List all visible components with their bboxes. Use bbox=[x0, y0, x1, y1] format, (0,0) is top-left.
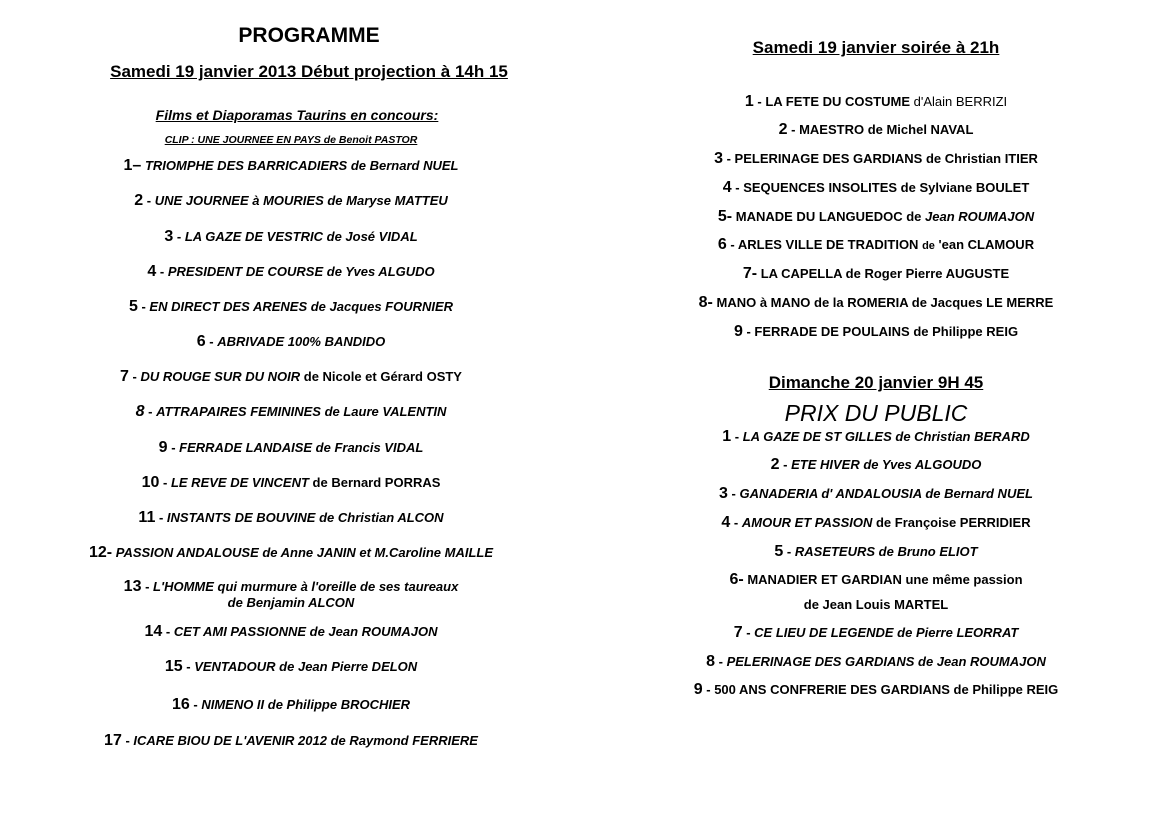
list-item: 4 - PRESIDENT DE COURSE de Yves ALGUDO bbox=[147, 263, 435, 280]
clip-line: CLIP : UNE JOURNEE EN PAYS de Benoit PASTOR bbox=[164, 134, 418, 146]
list-item: 14 - CET AMI PASSIONNE de Jean ROUMAJON bbox=[144, 623, 438, 640]
list-item: 17 - ICARE BIOU DE L'AVENIR 2012 de Raymond FERRIERE bbox=[104, 732, 478, 749]
list-item: 9 - FERRADE LANDAISE de Francis VIDAL bbox=[158, 439, 424, 456]
list-item: 4 - AMOUR ET PASSION de Françoise PERRIDIER bbox=[721, 514, 1031, 531]
list-item: 2 - ETE HIVER de Yves ALGOUDO bbox=[770, 456, 982, 473]
afternoon-date-heading: Samedi 19 janvier 2013 Début projection à 14h 15 bbox=[110, 62, 508, 81]
list-item: 12- PASSION ANDALOUSE de Anne JANIN et M.Caroline MAILLE bbox=[88, 544, 494, 561]
list-item: 5 - RASETEURS de Bruno ELIOT bbox=[774, 543, 978, 560]
list-item: 7 - CE LIEU DE LEGENDE de Pierre LEORRAT bbox=[733, 624, 1019, 641]
prize-title: PRIX DU PUBLIC bbox=[784, 400, 968, 426]
list-item: 2 - UNE JOURNEE à MOURIES de Maryse MATTEU bbox=[134, 192, 448, 209]
list-item: 11 - INSTANTS DE BOUVINE de Christian ALCON bbox=[138, 509, 444, 526]
list-item: 8 - PELERINAGE DES GARDIANS de Jean ROUMAJON bbox=[706, 653, 1046, 670]
list-item: 7 - DU ROUGE SUR DU NOIR de Nicole et Gérard OSTY bbox=[120, 368, 462, 385]
list-item: 6 - ABRIVADE 100% BANDIDO bbox=[196, 333, 386, 350]
list-item: 4 - SEQUENCES INSOLITES de Sylviane BOULET bbox=[722, 179, 1030, 196]
evening-heading: Samedi 19 janvier soirée à 21h bbox=[752, 38, 1000, 57]
list-item: 2 - MAESTRO de Michel NAVAL bbox=[778, 121, 974, 138]
list-item: 5 - EN DIRECT DES ARENES de Jacques FOURNIER bbox=[128, 298, 454, 315]
list-item: 6- MANADIER ET GARDIAN une même passion de Jean Louis MARTEL bbox=[729, 571, 1023, 612]
list-item: 1– TRIOMPHE DES BARRICADIERS de Bernard NUEL bbox=[123, 157, 459, 174]
list-item: 3 - LA GAZE DE VESTRIC de José VIDAL bbox=[164, 228, 418, 245]
programme-title: PROGRAMME bbox=[238, 24, 380, 47]
list-item: 13 - L'HOMME qui murmure à l'oreille de ses taureaux de Benjamin ALCON bbox=[123, 578, 459, 610]
list-item: 8 - ATTRAPAIRES FEMININES de Laure VALENTIN bbox=[135, 403, 447, 420]
list-item: 1 - LA GAZE DE ST GILLES de Christian BERARD bbox=[722, 428, 1030, 445]
list-item: 15 - VENTADOUR de Jean Pierre DELON bbox=[164, 658, 418, 675]
list-item: 9 - 500 ANS CONFRERIE DES GARDIANS de Philippe REIG bbox=[693, 681, 1059, 698]
list-item: 9 - FERRADE DE POULAINS de Philippe REIG bbox=[733, 323, 1019, 340]
sunday-heading: Dimanche 20 janvier 9H 45 bbox=[768, 373, 984, 392]
list-item: 16 - NIMENO II de Philippe BROCHIER bbox=[171, 696, 411, 713]
contest-heading: Films et Diaporamas Taurins en concours: bbox=[155, 107, 439, 123]
list-item: 3 - PELERINAGE DES GARDIANS de Christian ITIER bbox=[714, 150, 1038, 167]
list-item: 3 - GANADERIA d' ANDALOUSIA de Bernard NUEL bbox=[719, 485, 1033, 502]
list-item: 6 - ARLES VILLE DE TRADITION de 'ean CLAMOUR bbox=[717, 236, 1035, 253]
list-item: 7- LA CAPELLA de Roger Pierre AUGUSTE bbox=[742, 265, 1010, 282]
list-item: 1 - LA FETE DU COSTUME d'Alain BERRIZI bbox=[744, 93, 1008, 110]
list-item: 8- MANO à MANO de la ROMERIA de Jacques LE MERRE bbox=[698, 294, 1054, 311]
list-item: 10 - LE REVE DE VINCENT de Bernard PORRAS bbox=[141, 474, 441, 491]
list-item: 5- MANADE DU LANGUEDOC de Jean ROUMAJON bbox=[717, 208, 1035, 225]
